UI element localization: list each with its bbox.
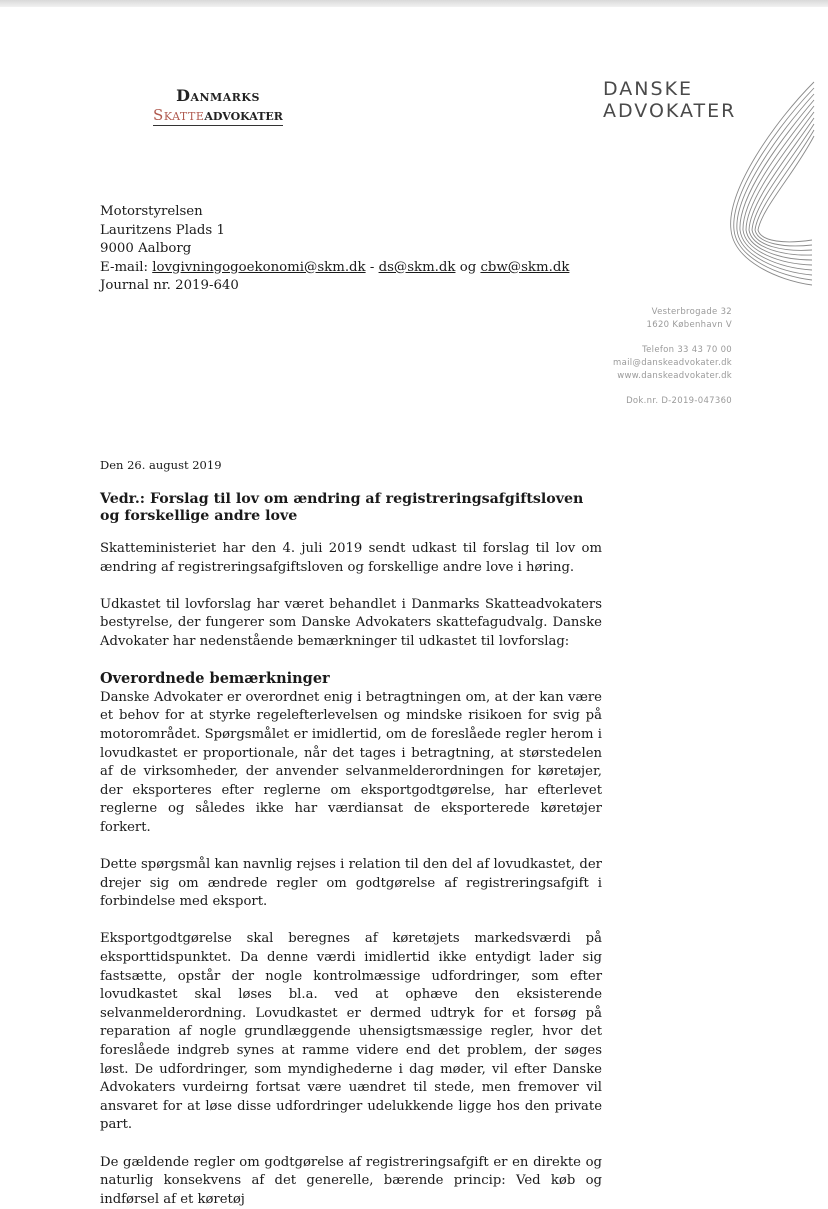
email-label: E-mail: bbox=[100, 259, 148, 275]
logo-right-line2: ADVOKATER bbox=[603, 100, 737, 122]
paragraph-3: Danske Advokater er overordnet enig i betragtningen om, at der kan være et behov for at styrke regelefterlevelsen og mindske risikoen for svig på motorområdet. Spørgsmålet er imidlertid, om de foreslåede regler herom i lovudkastet er proportionale, når det tages i betragtning, at størstedelen af de virksomheder, der anvender selvanmelderordningen for køretøjer, der eksporteres efter reglerne om eksportgodtgørelse, har efterlevet reglerne og således ikke har værdiansat de eksporterede køretøjer forkert. bbox=[100, 689, 602, 835]
letter-subject: Vedr.: Forslag til lov om ændring af registreringsafgiftsloven og forskellige andre love bbox=[100, 491, 584, 524]
letter-body bbox=[100, 540, 602, 1209]
paragraph-4: Dette spørgsmål kan navnlig rejses i relation til den del af lovudkastet, der drejer sig om ændrede regler om godtgørelse af registreringsafgift i forbindelse med eksport. bbox=[100, 857, 602, 910]
email-link-cbw[interactable]: cbw@skm.dk bbox=[480, 259, 570, 275]
sender-city: 1620 København V bbox=[646, 320, 732, 330]
sender-web: www.danskeadvokater.dk bbox=[617, 371, 732, 381]
paragraph-1: Skatteministeriet har den 4. juli 2019 sendt udkast til forslag til lov om ændring af registreringsafgiftsloven og forskellige andre love i høring. bbox=[100, 541, 602, 575]
paragraph-5: Eksportgodtgørelse skal beregnes af køretøjets markedsværdi på eksporttidspunktet. Da denne værdi imidlertid ikke entydigt lader sig fastsætte, opstår der nogle kontrolmæssige udfordringer, som efter lovudkastet skal løses bl.a. ved at ophæve den eksisterende selvanmelderordning. Lovudkastet er dermed udtryk for et forsøg på reparation af nogle grundlæggende uhensigtsmæssige regler, hvor det foreslåede indgreb synes at ramme videre end det problem, der søges løst. De udfordringer, som myndighederne i dag møder, vil efter Danske Advokaters vurdeirng fortsat være uændret til stede, men fremover vil ansvaret for at løse disse udfordringer udelukkende ligge hos den private part. bbox=[100, 931, 602, 1133]
logo-left-line1-text: Danmarks bbox=[176, 86, 260, 105]
sender-info bbox=[560, 306, 732, 408]
email-link-lovgivning[interactable]: lovgivningogoekonomi@skm.dk bbox=[152, 259, 366, 275]
section-heading: Overordnede bemærkninger bbox=[100, 670, 330, 688]
email-separator-1: - bbox=[365, 259, 379, 275]
recipient-email-line bbox=[100, 259, 569, 278]
letter-date: Den 26. august 2019 bbox=[100, 458, 222, 472]
email-separator-2: og bbox=[455, 259, 481, 275]
logo-left-prefix: Skatte bbox=[153, 106, 205, 124]
recipient-name: Motorstyrelsen bbox=[100, 204, 203, 219]
recipient-street: Lauritzens Plads 1 bbox=[100, 222, 225, 238]
scan-top-edge bbox=[0, 0, 828, 7]
sender-street: Vesterbrogade 32 bbox=[651, 307, 732, 317]
paragraph-2: Udkastet til lovforslag har været behandlet i Danmarks Skatteadvokaters bestyrelse, der fungerer som Danske Advokaters skattefagudvalg. Danske Advokater har nedenstående bemærkninger til udkastet til lovforslag: bbox=[100, 596, 602, 649]
logo-swoosh-graphic bbox=[716, 80, 816, 295]
logo-left-suffix: advokater bbox=[204, 106, 283, 124]
document-number: Dok.nr. D-2019-047360 bbox=[626, 396, 732, 406]
recipient-city: 9000 Aalborg bbox=[100, 241, 192, 257]
sender-phone: Telefon 33 43 70 00 bbox=[642, 345, 732, 355]
danmarks-skatteadvokater-logo bbox=[118, 86, 318, 126]
sender-email: mail@danskeadvokater.dk bbox=[613, 358, 732, 368]
email-link-ds[interactable]: ds@skm.dk bbox=[378, 259, 456, 275]
logo-left-line2 bbox=[153, 106, 283, 126]
logo-left-line1 bbox=[118, 86, 318, 105]
logo-right-line1: DANSKE bbox=[603, 78, 694, 100]
journal-number: Journal nr. 2019-640 bbox=[100, 278, 239, 294]
recipient-address bbox=[100, 203, 569, 296]
paragraph-6: De gældende regler om godtgørelse af registreringsafgift er en direkte og naturlig konsekvens af det generelle, bærende princip: Ved køb og indførsel af et køretøj bbox=[100, 1154, 602, 1207]
